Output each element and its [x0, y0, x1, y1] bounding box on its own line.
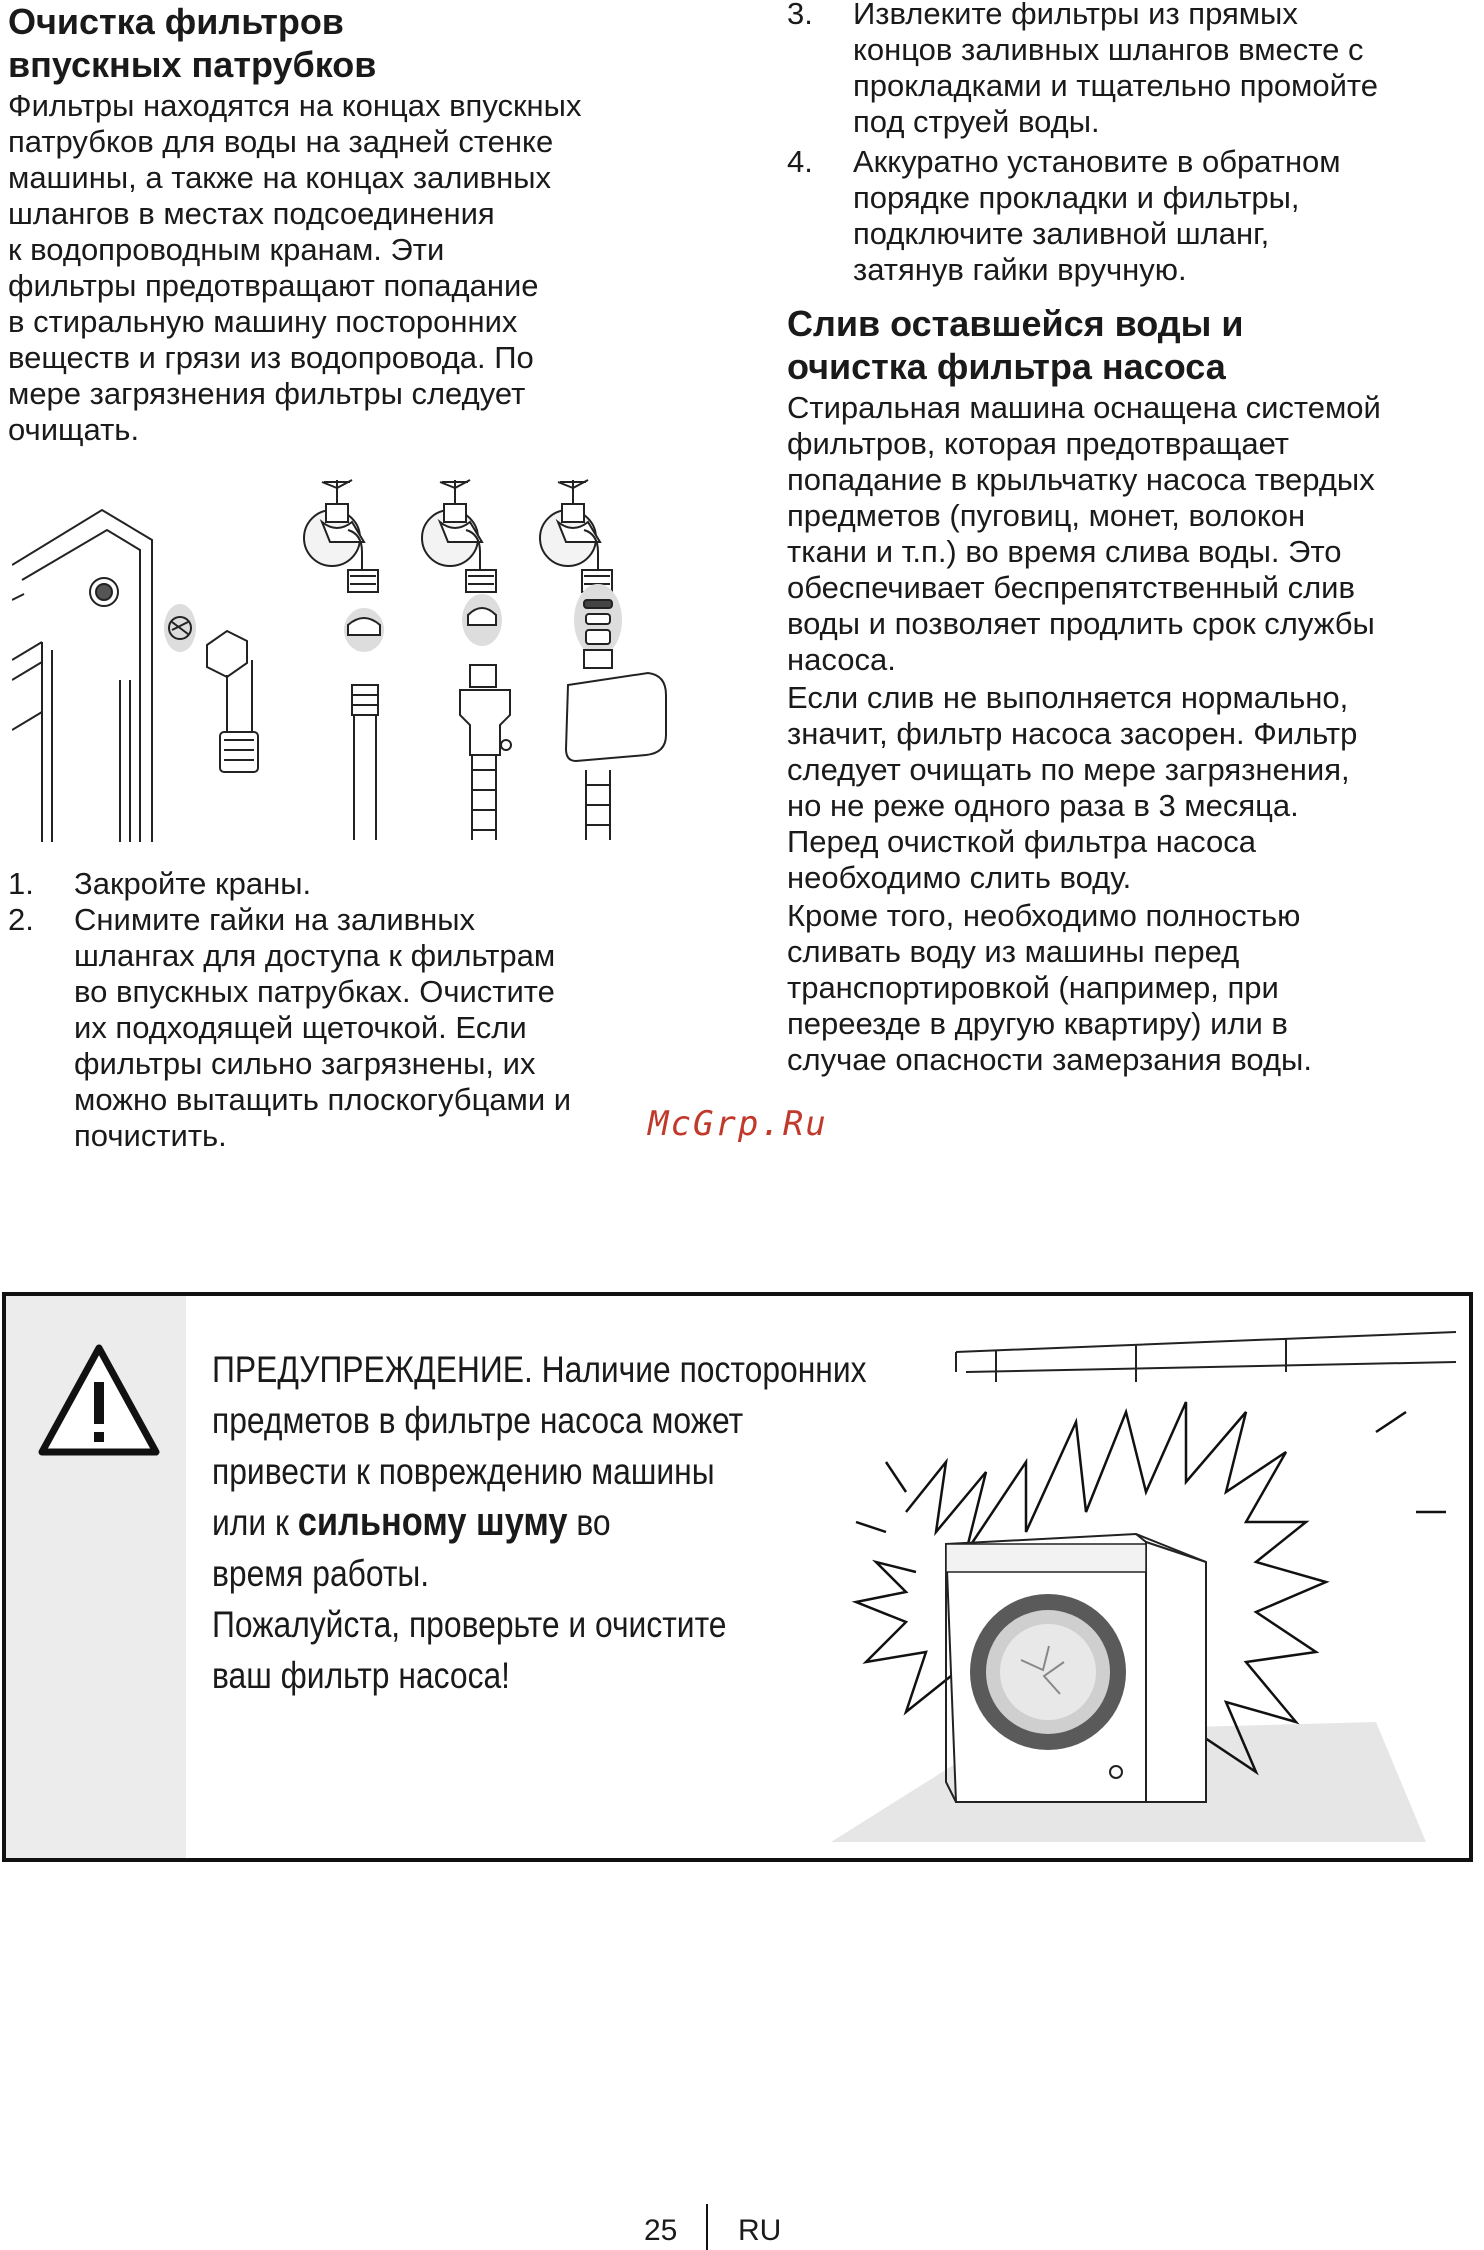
pump-paragraph-2	[787, 680, 1477, 896]
step-1	[8, 866, 698, 902]
title-line: впускных патрубков	[8, 44, 377, 85]
warning-emphasis: сильному шуму	[297, 1500, 568, 1544]
text-line: переезде в другую квартиру) или в	[787, 1006, 1288, 1041]
text-line: попадание в крыльчатку насоса твердых	[787, 462, 1375, 497]
section-title-pump-filter	[787, 302, 1477, 388]
warning-text-part: во	[567, 1502, 611, 1543]
title-line: Очистка фильтров	[8, 1, 344, 42]
warning-line: привести к повреждению машины	[212, 1451, 715, 1492]
language-code: RU	[738, 2214, 782, 2247]
text-line: к водопроводным кранам. Эти	[8, 232, 445, 267]
step-text: Извлеките фильтры из прямых	[853, 0, 1298, 31]
text-line: Перед очисткой фильтра насоса	[787, 824, 1256, 859]
text-line: ткани и т.п.) во время слива воды. Это	[787, 534, 1342, 569]
step-text: прокладками и тщательно промойте	[853, 68, 1379, 103]
text-line: Стиральная машина оснащена системой	[787, 390, 1381, 425]
step-text: концов заливных шлангов вместе с	[853, 32, 1364, 67]
section-title-inlet-filters	[8, 0, 698, 86]
text-line: Фильтры находятся на концах впускных	[8, 88, 582, 123]
step-text: фильтры сильно загрязнены, их	[74, 1046, 536, 1081]
step-text: Снимите гайки на заливных	[74, 902, 476, 937]
right-column	[787, 0, 1477, 1078]
steps-list-left	[8, 866, 698, 1154]
warning-line	[212, 1497, 848, 1548]
text-line: необходимо слить воду.	[787, 860, 1132, 895]
warning-line: предметов в фильтре насоса может	[212, 1400, 744, 1441]
inlet-filter-illustration	[12, 470, 682, 842]
text-line: мере загрязнения фильтры следует	[8, 376, 526, 411]
text-line: в стиральную машину посторонних	[8, 304, 518, 339]
text-line: случае опасности замерзания воды.	[787, 1042, 1312, 1077]
text-line: шлангов в местах подсоединения	[8, 196, 495, 231]
warning-line: ваш фильтр насоса!	[212, 1655, 511, 1696]
noisy-washing-machine-illustration	[816, 1312, 1466, 1852]
step-text: под струей воды.	[853, 104, 1100, 139]
step-text: шлангах для доступа к фильтрам	[74, 938, 556, 973]
warning-text	[212, 1344, 867, 1701]
step-4	[787, 144, 1477, 288]
text-line: транспортировкой (например, при	[787, 970, 1279, 1005]
step-text: Аккуратно установите в обратном	[853, 144, 1341, 179]
text-line: насоса.	[787, 642, 896, 677]
step-number: 2.	[8, 902, 34, 937]
step-number: 4.	[787, 144, 813, 179]
watermark: McGrp.Ru	[648, 1104, 828, 1144]
text-line: но не реже одного раза в 3 месяца.	[787, 788, 1299, 823]
warning-box	[2, 1292, 1473, 1862]
step-number: 1.	[8, 866, 34, 901]
step-text: порядке прокладки и фильтры,	[853, 180, 1300, 215]
pump-paragraph-3	[787, 898, 1477, 1078]
text-line: значит, фильтр насоса засорен. Фильтр	[787, 716, 1358, 751]
step-2	[8, 902, 698, 1154]
step-text: почистить.	[74, 1118, 227, 1153]
left-steps	[8, 866, 698, 1154]
steps-list-right	[787, 0, 1477, 288]
title-line: очистка фильтра насоса	[787, 346, 1226, 387]
step-text: затянув гайки вручную.	[853, 252, 1187, 287]
step-number: 3.	[787, 0, 813, 31]
pump-paragraph-1	[787, 390, 1477, 678]
text-line: Кроме того, необходимо полностью	[787, 898, 1301, 933]
warning-triangle-icon	[34, 1340, 164, 1460]
text-line: очищать.	[8, 412, 140, 447]
text-line: патрубков для воды на задней стенке	[8, 124, 554, 159]
left-column	[8, 0, 698, 448]
text-line: фильтры предотвращают попадание	[8, 268, 539, 303]
text-line: Если слив не выполняется нормально,	[787, 680, 1349, 715]
warning-side-panel	[6, 1296, 186, 1858]
step-text: их подходящей щеточкой. Если	[74, 1010, 527, 1045]
text-line: машины, а также на концах заливных	[8, 160, 552, 195]
text-line: воды и позволяет продлить срок службы	[787, 606, 1375, 641]
text-line: обеспечивает беспрепятственный слив	[787, 570, 1355, 605]
step-text: подключите заливной шланг,	[853, 216, 1270, 251]
step-text: во впускных патрубках. Очистите	[74, 974, 555, 1009]
text-line: фильтров, которая предотвращает	[787, 426, 1289, 461]
text-line: предметов (пуговиц, монет, волокон	[787, 498, 1306, 533]
warning-line: ПРЕДУПРЕЖДЕНИЕ. Наличие посторонних	[212, 1349, 867, 1390]
text-line: следует очищать по мере загрязнения,	[787, 752, 1350, 787]
text-line: веществ и грязи из водопровода. По	[8, 340, 534, 375]
step-text: можно вытащить плоскогубцами и	[74, 1082, 572, 1117]
warning-line: Пожалуйста, проверьте и очистите	[212, 1604, 727, 1645]
warning-text-part: или к	[212, 1502, 298, 1543]
intro-paragraph	[8, 88, 698, 448]
warning-line: время работы.	[212, 1553, 430, 1594]
footer-divider	[706, 2204, 708, 2250]
text-line: сливать воду из машины перед	[787, 934, 1240, 969]
step-3	[787, 0, 1477, 140]
step-text: Закройте краны.	[74, 866, 312, 901]
page-number: 25	[644, 2214, 678, 2247]
title-line: Слив оставшейся воды и	[787, 303, 1244, 344]
